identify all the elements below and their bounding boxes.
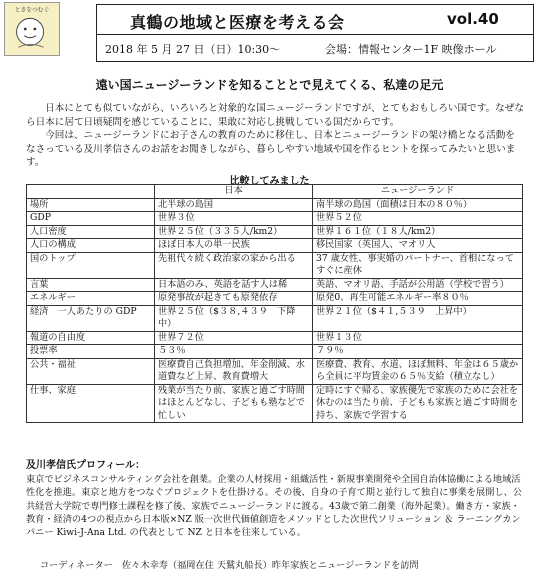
nz-cell: ７９％ — [313, 345, 523, 359]
japan-cell: 世界７２位 — [155, 331, 313, 345]
nz-cell: 英語、マオリ語、手話が公用語（学校で習う） — [313, 278, 523, 292]
row-label-cell: エネルギー — [27, 292, 155, 306]
nz-cell: 世界２１位（$４１,５３９ 上昇中） — [313, 305, 523, 331]
japan-cell: 医療費自己負担増加、年金削減、水道費など上昇、教育費増大 — [155, 358, 313, 384]
intro-text — [26, 102, 524, 170]
table-row — [27, 212, 523, 226]
table-row — [27, 198, 523, 212]
japan-cell: 日本語のみ、英語を話す人は稀 — [155, 278, 313, 292]
table-row — [27, 345, 523, 359]
table-header-nz: ニュージーランド — [313, 185, 523, 199]
profile-heading: 及川孝信氏プロフィール： — [26, 460, 145, 471]
table-row — [27, 331, 523, 345]
nz-cell: 医療費、教育、水道、ほぼ無料、年金は６５歳から全員に平均賃金の６５％支給（積立なし） — [313, 358, 523, 384]
nz-cell: 原発0、再生可能エネルギー率８０％ — [313, 292, 523, 306]
row-label-cell: 国のトップ — [27, 252, 155, 278]
subtitle: 遠い国ニュージーランドを知ることとで見えてくる、私達の足元 — [95, 78, 444, 92]
row-label-cell: 報道の自由度 — [27, 331, 155, 345]
table-row — [27, 305, 523, 331]
nz-cell: 世界１３位 — [313, 331, 523, 345]
row-label-cell: 人口の構成 — [27, 239, 155, 253]
row-label-cell: 公共・福祉 — [27, 358, 155, 384]
comparison-title: 比較してみました — [229, 176, 310, 187]
japan-cell: 世界２５位（$３８,４３９ 下降中） — [155, 305, 313, 331]
event-venue: 会場：情報センター1F 映像ホール — [325, 43, 497, 56]
japan-cell: 世界２５位（３３５人/km2） — [155, 225, 313, 239]
table-row — [27, 278, 523, 292]
japan-cell: 残業が当たり前、家族と過ごす時間はほとんどなし、子どもも塾などで忙しい — [155, 384, 313, 423]
event-date: 2018 年 5 月 27 日（日）10:30〜 — [105, 43, 281, 56]
row-label-cell: 言葉 — [27, 278, 155, 292]
row-label-cell: GDP — [27, 212, 155, 226]
table-header — [27, 185, 155, 199]
row-label-cell: 仕事、家庭 — [27, 384, 155, 423]
japan-cell: ほぼ日本人の単一民族 — [155, 239, 313, 253]
table-header-row — [27, 185, 523, 199]
logo-illustration — [5, 3, 59, 55]
japan-cell: 北半球の島国 — [155, 198, 313, 212]
nz-cell: 移民国家（英国人、マオリ人 — [313, 239, 523, 253]
table-row — [27, 252, 523, 278]
japan-cell: ５３％ — [155, 345, 313, 359]
header-divider — [96, 34, 534, 35]
nz-cell: 世界５２位 — [313, 212, 523, 226]
table-row — [27, 225, 523, 239]
table-row — [27, 358, 523, 384]
row-label-cell: 投票率 — [27, 345, 155, 359]
page-title: 真鶴の地域と医療を考える会 — [130, 13, 345, 32]
coordinator-line: コーディネーター 佐々木幸寿（福岡在住 天鷲丸船長）昨年家族とニュージーランドを訪問 — [40, 560, 419, 571]
volume-number: vol.40 — [447, 10, 499, 28]
intro-paragraph-2: 今回は、ニュージーランドにお子さんの教育のために移住し、日本とニュージーランドの架け橋となる活動をなさっている及川孝信さんのお話をお聞きしながら、暮らしやすい地域や国を作るヒントを探ってみたいと思います。 — [26, 130, 516, 169]
nz-cell: 世界１６１位（１８人/km2） — [313, 225, 523, 239]
table-header-japan: 日本 — [155, 185, 313, 199]
row-label-cell: 人口密度 — [27, 225, 155, 239]
nz-cell: 37 歳女性、事実婚のパートナー、首相になってすぐに産休 — [313, 252, 523, 278]
nz-cell: 南半球の島国（面積は日本の８０％） — [313, 198, 523, 212]
logo-text: ときをつむぐ — [14, 7, 50, 14]
profile-text: 東京でビジネスコンサルティング会社を創業。企業の人材採用・組織活性・新規事業開発や全国自治体協働による地域活性化を推進。東京と地方をつなぐプロジェクトを仕掛ける。その後、自身の子育て期と並行して独自に事業を展開し、公共経営大学院で専門修士課程を修了後、家族でニュージーランドに渡る。43歳で第二創業（海外起業）。働き方・家族・教育・経済の4つの視点から日本版×NZ 版一次世代価値創造をメソッドとした次世代ソリューション ＆ ラーニングカンパニー Kiwi-J-Ana Ltd. の代表として NZ と日本を往来している。 — [26, 474, 522, 539]
table-row — [27, 384, 523, 423]
table-row — [27, 239, 523, 253]
nz-cell: 定時にすぐ帰る、家族優先で家族のために会社を休むのは当たり前、子どもも家族と過ごす時間を持ち、家族で学習する — [313, 384, 523, 423]
japan-cell: 原発事故が起きても原発依存 — [155, 292, 313, 306]
profile-section — [26, 459, 524, 539]
japan-cell: 先祖代々続く政治家の家から出る — [155, 252, 313, 278]
intro-paragraph-1: 日本にとても似ていながら、いろいろと対象的な国ニュージーランドですが、とてもおもしろい国です。なぜなら日本に居て日頃疑問を感じていることに、果敢に対応し挑戦している国だからです。 — [26, 103, 524, 128]
row-label-cell: 場所 — [27, 198, 155, 212]
japan-cell: 世界３位 — [155, 212, 313, 226]
row-label-cell: 経済 一人あたりの GDP — [27, 305, 155, 331]
comparison-table — [26, 184, 523, 423]
table-row — [27, 292, 523, 306]
logo — [4, 2, 60, 56]
